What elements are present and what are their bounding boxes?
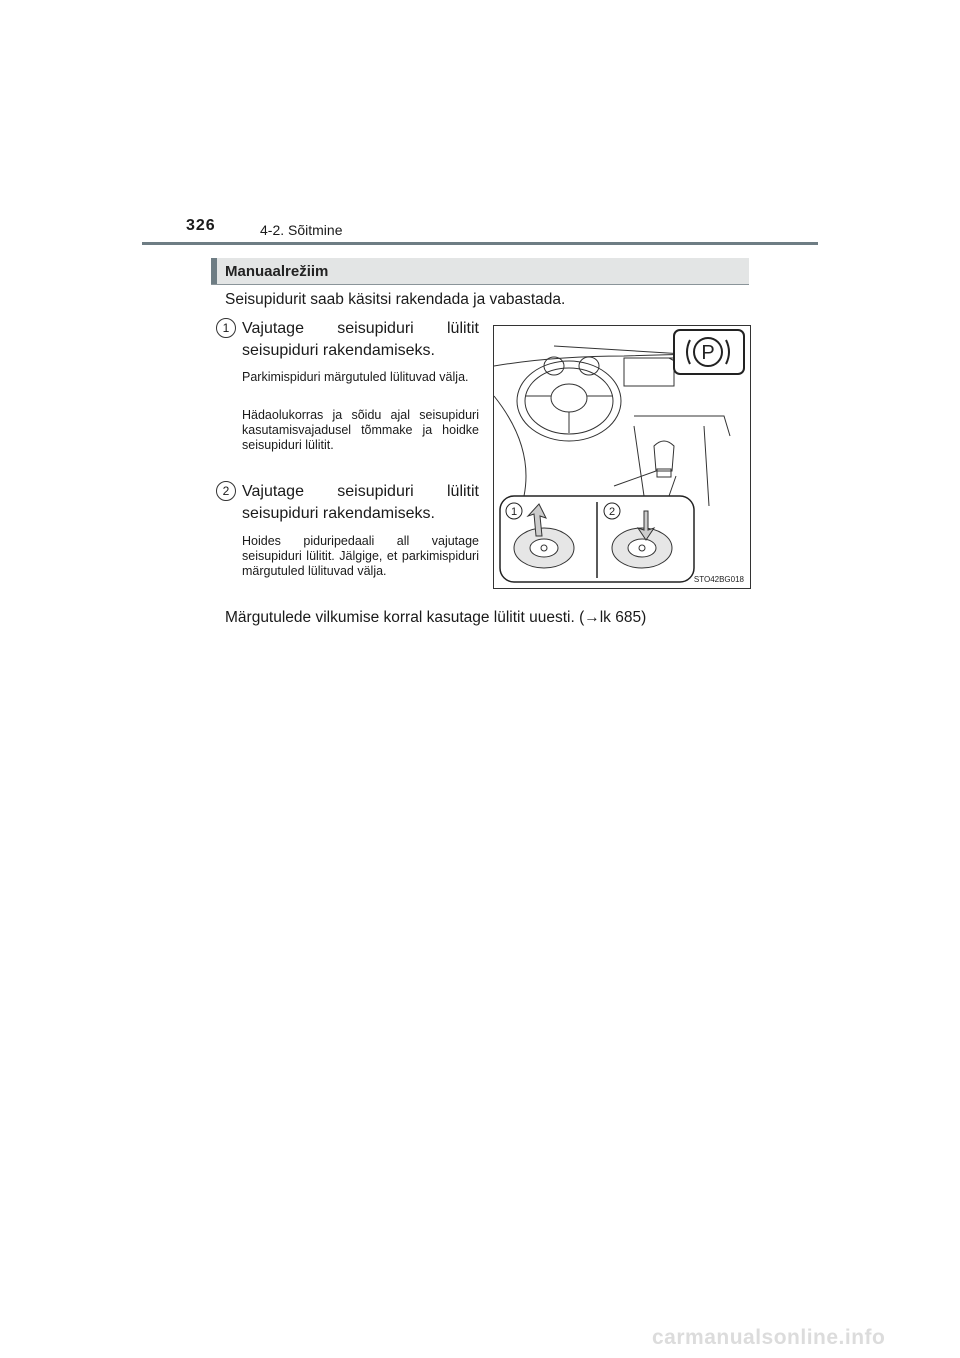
display-screen	[624, 358, 674, 386]
step-1-note-2: Hädaolukorras ja sõidu ajal seisupiduri kasutamisvajadusel tõmmake ja hoidke seisupiduri lülitit.	[242, 408, 479, 452]
dashboard-line	[494, 354, 694, 366]
intro-text: Seisupidurit saab käsitsi rakendada ja vabastada.	[225, 291, 566, 308]
step-1-note-1: Parkimispiduri märgutuled lülituvad välja.	[242, 370, 469, 384]
section-title: 4-2. Sõitmine	[260, 222, 343, 238]
figure-code: STO42BG018	[693, 575, 744, 584]
parking-brake-symbol-icon	[674, 330, 744, 374]
callout-lines	[614, 471, 676, 496]
gauge-right	[579, 357, 599, 375]
parking-brake-illustration	[493, 325, 751, 589]
step-2-line-2: seisupiduri rakendamiseks.	[242, 505, 435, 522]
center-console	[634, 426, 669, 496]
header-rule	[142, 242, 818, 245]
inset-callout-1: 1	[510, 506, 518, 518]
page-number: 326	[186, 217, 216, 234]
banner-title: Manuaalrežiim	[225, 263, 329, 280]
step-2-note-1: Hoides piduripedaali all vajutage seisupiduri lülitit. Jälgige, et parkimispiduri märgutuled lülituvad välja.	[242, 534, 479, 578]
watermark: carmanualsonline.info	[652, 1326, 886, 1349]
inset-callout-2: 2	[608, 506, 616, 518]
p-symbol-text: P	[701, 342, 715, 364]
step-1-line-2: seisupiduri rakendamiseks.	[242, 342, 435, 359]
gauge-left	[544, 357, 564, 375]
door-line	[494, 396, 526, 496]
step-2-text	[242, 481, 479, 525]
steering-wheel-icon	[517, 361, 621, 441]
banner-accent-bar	[211, 258, 217, 284]
gear-shifter-icon	[654, 441, 674, 471]
step-1-text	[242, 318, 479, 362]
console-line	[634, 416, 730, 436]
console-edge	[704, 426, 709, 506]
step-2-number: 2	[216, 481, 236, 501]
illustration-drawing	[494, 326, 750, 588]
step-2-line-1: Vajutage seisupiduri lülitit	[242, 483, 479, 500]
step-1-line-1: Vajutage seisupiduri lülitit	[242, 320, 479, 337]
section-banner	[211, 258, 749, 285]
step-1-number: 1	[216, 318, 236, 338]
footer-note: Märgutulede vilkumise korral kasutage lülitit uuesti. (→lk 685)	[225, 609, 647, 626]
inset-panels	[500, 496, 694, 582]
parking-switch-location	[657, 469, 671, 477]
